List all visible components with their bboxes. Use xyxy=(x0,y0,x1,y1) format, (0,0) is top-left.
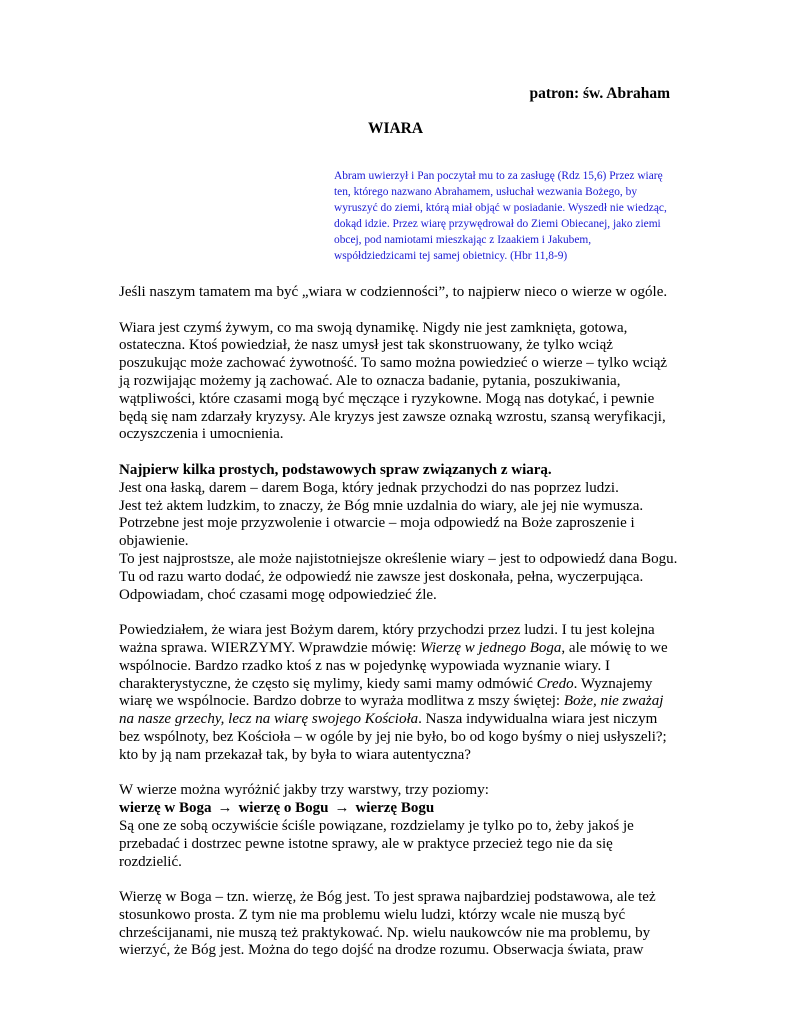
italic-run: Wierzę w jednego Boga xyxy=(420,639,562,656)
paragraph-answer: To jest najprostsze, ale może najistotniejsze określenie wiary – jest to odpowiedź dana Bogu. Tu od razu warto dodać, że odpowiedź nie zawsze jest doskonała, pełna, wyczerpująca. Odpowiadam, choć czasami mogę odpowiedzieć źle. xyxy=(119,550,678,603)
text-run: Powiedziałem, że wiara jest Bożym darem, który przychodzi przez ludzi. I tu jest kolejna ważna sprawa. WIERZYMY. Wprawdzie mówię: xyxy=(119,622,655,656)
paragraph-faith-living: Wiara jest czymś żywym, co ma swoją dynamikę. Nigdy nie jest zamknięta, gotowa, ostateczna. Ktoś powiedział, że nasz umysł jest tak skonstruowany, że tylko wciąż poszukując może zachować żywotność. To samo można powiedzieć o wierze – tylko wciąż ją rozwijając możemy ją zachować. Ale to oznacza badanie, pytania, poszukiwania, wątpliwości, które czasami mogą być męczące i ryzykowne. Mogą nas dotykać, i pewnie będą się nam zdarzały kryzysy. Ale kryzys jest zawsze oznaką wzrostu, szansą weryfikacji, oczyszczenia i umocnienia. xyxy=(119,319,668,443)
text-run: . Wyznajemy wiarę we wspólnocie. Bardzo dobrze to wyraża modlitwa z mszy świętej: xyxy=(119,675,653,710)
scripture-quote: Abram uwierzył i Pan poczytał mu to za zasługę (Rdz 15,6) Przez wiarę ten, którego nazwano Abrahamem, usłuchał wezwania Bożego, by wyruszyć do ziemi, którą miał objąć w posiadanie. Wyszedł nie wiedząc, dokąd idzie. Przez wiarę przywędrował do Ziemi Obiecanej, jako ziemi obcej, pod namiotami mieszkając z Izaakiem i Jakubem, współdziedzicami tej samej obietnicy. (Hbr 11,8-9) xyxy=(334,170,667,262)
level-3: wierzę Bogu xyxy=(355,800,435,817)
patron-heading: patron: św. Abraham xyxy=(529,85,670,102)
paragraph-believe-in-god: Wierzę w Boga – tzn. wierzę, że Bóg jest. To jest sprawa najbardziej podstawowa, ale też stosunkowo prosta. Z tym nie ma problemu wielu ludzi, którzy wcale nie muszą być chrześcijanami, nie muszą też praktykować. Np. wielu naukowców nie ma problemu, by wierzyć, że Bóg jest. Można do tego dojść na drodze rozumu. Obserwacja świata, praw xyxy=(119,889,656,959)
paragraph-community xyxy=(119,622,679,764)
section-heading: Najpierw kilka prostych, podstawowych spraw związanych z wiarą. xyxy=(119,461,552,478)
paragraph-human-act: Jest też aktem ludzkim, to znaczy, że Bóg mnie uzdalnia do wiary, ale jej nie wymusza. xyxy=(119,497,644,514)
paragraph-layers-desc: Są one ze sobą oczywiście ściśle powiązane, rozdzielamy je tylko po to, żeby jakoś je przebadać i dostrzec pewne istotne sprawy, ale w praktyce przecież tego nie da się rozdzielić. xyxy=(119,817,634,870)
arrow-right-icon: → xyxy=(334,800,350,817)
level-2: wierzę o Bogu xyxy=(238,800,329,817)
page-title: WIARA xyxy=(367,120,424,137)
text-run: , ale mówię to we wspólnocie. Bardzo rzadko ktoś z nas w pojedynkę wypowiada wyznanie wiary. I charakterystyczne, że często się mylimy, kiedy sami mamy odmówić xyxy=(119,639,668,692)
italic-run: Credo xyxy=(536,675,574,692)
paragraph-consent: Potrzebne jest moje przyzwolenie i otwarcie – moja odpowiedź na Boże zaproszenie i objawienie. xyxy=(119,515,635,550)
paragraph-grace: Jest ona łaską, darem – darem Boga, który jednak przychodzi do nas poprzez ludzi. xyxy=(119,479,619,496)
level-1: wierzę w Boga xyxy=(119,800,212,817)
paragraph-intro: Jeśli naszym tamatem ma być „wiara w codzienności”, to najpierw nieco o wierze w ogóle. xyxy=(119,284,668,300)
text-run: . Nasza indywidualna wiara jest niczym bez wspólnoty, bez Kościoła – w ogóle by jej nie było, bo od kogo byśmy o niej usłyszeli?; kto by ją nam przekazał tak, by była to wiara autentyczna? xyxy=(119,711,667,763)
faith-levels-line xyxy=(119,800,679,818)
paragraph-layers-intro: W wierze można wyróżnić jakby trzy warstwy, trzy poziomy: xyxy=(119,782,489,799)
arrow-right-icon: → xyxy=(217,800,233,817)
main-text xyxy=(119,284,679,978)
italic-run: Boże, nie zważaj na nasze grzechy, lecz na wiarę swojego Kościoła xyxy=(119,693,664,728)
